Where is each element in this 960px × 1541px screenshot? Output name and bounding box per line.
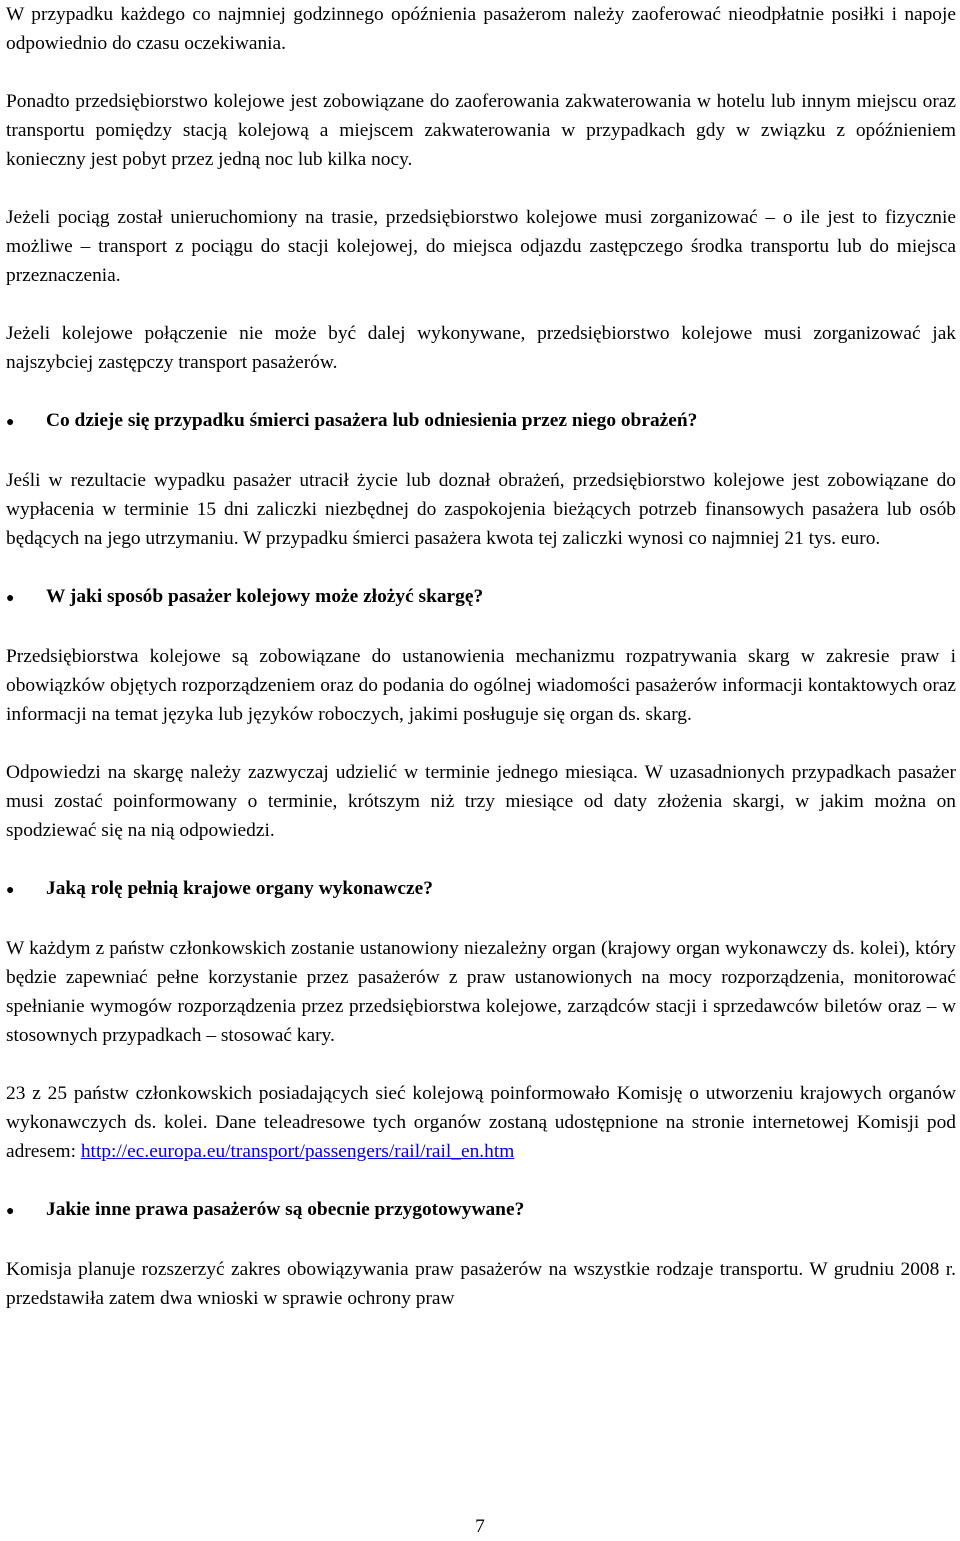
document-page — [6, 0, 956, 1313]
heading-text: Co dzieje się przypadku śmierci pasażera lub odniesienia przez niego obrażeń? — [46, 410, 698, 431]
heading-complaint — [6, 582, 956, 613]
paragraph-member-states — [6, 1079, 956, 1166]
heading-text: Jaką rolę pełnią krajowe organy wykonawcze? — [46, 878, 433, 899]
heading-death-injury — [6, 406, 956, 437]
heading-other-rights — [6, 1195, 956, 1226]
commission-website-link[interactable]: http://ec.europa.eu/transport/passengers/rail/rail_en.htm — [80, 1141, 515, 1162]
paragraph-complaint-mechanism: Przedsiębiorstwa kolejowe są zobowiązane do ustanowienia mechanizmu rozpatrywania skarg w zakresie praw i obowiązków objętych rozporządzeniem oraz do podania do ogólnej wiadomości pasażerów informacji kontaktowych oraz informacji na temat języka lub języków roboczych, jakimi posługuje się organ ds. skarg. — [6, 646, 956, 725]
bullet-icon: ● — [6, 591, 15, 606]
paragraph-commission-plans: Komisja planuje rozszerzyć zakres obowiązywania praw pasażerów na wszystkie rodzaje transportu. W grudniu 2008 r. przedstawiła zatem dwa wnioski w sprawie ochrony praw — [6, 1259, 956, 1309]
paragraph-alternative-transport: Jeżeli kolejowe połączenie nie może być dalej wykonywane, przedsiębiorstwo kolejowe musi zorganizować jak najszybciej zastępczy transport pasażerów. — [6, 323, 956, 373]
paragraph-train-blocked: Jeżeli pociąg został unieruchomiony na trasie, przedsiębiorstwo kolejowe musi zorganizować – o ile jest to fizycznie możliwe – transport z pociągu do stacji kolejowej, do miejsca odjazdu zastępczego środka transportu lub do miejsca przeznaczenia. — [6, 207, 956, 286]
heading-text: Jakie inne prawa pasażerów są obecnie przygotowywane? — [46, 1199, 525, 1220]
bullet-icon: ● — [6, 1204, 15, 1219]
paragraph-complaint-response: Odpowiedzi na skargę należy zazwyczaj udzielić w terminie jednego miesiąca. W uzasadnionych przypadkach pasażer musi zostać poinformowany o terminie, krótszym niż trzy miesiące od daty złożenia skargi, w jakim można on spodziewać się na nią odpowiedzi. — [6, 762, 956, 841]
paragraph-accommodation: Ponadto przedsiębiorstwo kolejowe jest zobowiązane do zaoferowania zakwaterowania w hotelu lub innym miejscu oraz transportu pomiędzy stacją kolejową a miejscem zakwaterowania w przypadkach gdy w związku z opóźnieniem konieczny jest pobyt przez jedną noc lub kilka nocy. — [6, 91, 956, 170]
heading-text: W jaki sposób pasażer kolejowy może złożyć skargę? — [46, 586, 484, 607]
paragraph-advance-payment: Jeśli w rezultacie wypadku pasażer utracił życie lub doznał obrażeń, przedsiębiorstwo kolejowe jest zobowiązane do wypłacenia w terminie 15 dni zaliczki niezbędnej do zaspokojenia bieżących potrzeb finansowych pasażera lub osób będących na jego utrzymaniu. W przypadku śmierci pasażera kwota tej zaliczki wynosi co najmniej 21 tys. euro. — [6, 470, 956, 549]
bullet-icon: ● — [6, 883, 15, 898]
heading-national-bodies — [6, 874, 956, 905]
page-number: 7 — [475, 1516, 485, 1537]
paragraph-meals: W przypadku każdego co najmniej godzinnego opóźnienia pasażerom należy zaoferować nieodpłatnie posiłki i napoje odpowiednio do czasu oczekiwania. — [6, 4, 956, 54]
paragraph-member-states-text: 23 z 25 państw członkowskich posiadających sieć kolejową poinformowało Komisję o utworzeniu krajowych organów wykonawczych ds. kolei. Dane teleadresowe tych organów zostaną udostępnione na stronie internetowej Komisji pod adresem: — [6, 1083, 956, 1162]
bullet-icon: ● — [6, 415, 15, 430]
paragraph-enforcement-body: W każdym z państw członkowskich zostanie ustanowiony niezależny organ (krajowy organ wykonawczy ds. kolei), który będzie zapewniać pełne korzystanie przez pasażerów z praw ustanowionych na mocy rozporządzenia, monitorować spełnianie wymogów rozporządzenia przez przedsiębiorstwa kolejowe, zarządców stacji i sprzedawców biletów oraz – w stosownych przypadkach – stosować kary. — [6, 938, 956, 1046]
